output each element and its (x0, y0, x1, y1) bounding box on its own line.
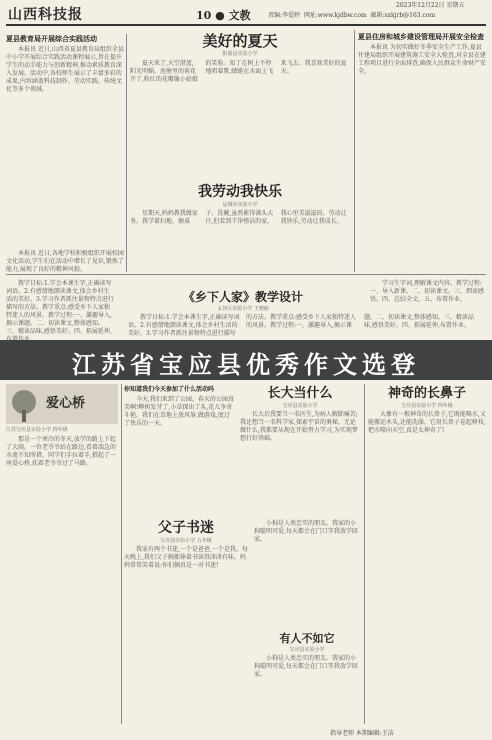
page-footer: 指导老师 本期编辑:王洁 (330, 730, 394, 737)
essay-title: 父子书迷 (158, 520, 214, 536)
article-right-top (358, 32, 486, 264)
article-byline: 太谷区实验小学 王晓丽 (217, 306, 269, 312)
essay-body: 长大后我要当一名医生,为病人解除痛苦;我还想当一名科学家,探索宇宙的奥秘。无论做什么,我都要从现在开始努力学习,为实现梦想打好基础。 (240, 411, 358, 442)
article-body: 本报讯 为切实做好冬季安全生产工作,夏县住建局组织开展建筑施工安全大检查,对全县在建工程项目进行全面排查,确保人民群众生命财产安全。 (358, 44, 486, 75)
essay-title: 你知道我们今天参加了什么活动吗 (124, 386, 215, 393)
section-banner (0, 340, 492, 380)
article-left-bottom (6, 250, 124, 273)
article-body: 教学目标:1.学会本课生字,正确读写词语。2.有感情地朗读课文,体会乡村生活的美好。3.学习作者抓住景物特点进行描写的方法。教学重点:感受乡下人家独特迷人的风景。教学过程:一、激趣导入,揭示课题。二、初读课文,整体感知。三、精读品味,感悟美好。四、拓展延伸,布置作业。 (128, 314, 474, 337)
essay-friend-title-block (254, 632, 360, 725)
contact-email: 邮箱:sxkjrb@163.com (370, 12, 436, 19)
page-header (6, 4, 486, 26)
article-title: 美好的夏天 (202, 32, 278, 50)
article-byline: 运城市实验小学 (222, 202, 258, 208)
essay-body: 那是一个寒冷的冬天,放学的路上下起了大雨。一位老爷爷站在路边,看着湍急的水流不知所措。同学们手拉着手,搭起了一座爱心桥,扶着老爷爷过了马路。 (6, 436, 116, 467)
essay-title: 有人不如它 (279, 632, 335, 645)
essay-body: 大象有一根神奇的长鼻子,它既能喝水,又能搬运木头,还能洗澡。它用长鼻子卷起树枝,把水喷向天空,真是太神奇了! (368, 411, 486, 434)
article-labor (130, 184, 350, 270)
essay-love-bridge (6, 384, 118, 726)
issue-date: 2023年12月22日 星期五 (396, 2, 465, 9)
essay-illustration (6, 384, 118, 424)
essay-title: 爱心桥 (46, 396, 86, 411)
article-summer (130, 32, 350, 178)
lesson-left-column (6, 280, 114, 336)
article-body: 夏天来了,天空湛蓝,阳光明媚。池塘里的荷花开了,粉红的花瓣像小姑娘的笑脸。知了在树上不停地唱着歌,蜻蜓在水面上飞来飞去。我喜欢美好的夏天。 (130, 60, 347, 83)
essay-byline: 宝应县实验小学 四年级 (401, 403, 453, 409)
essay-body: 我家有两个书迷,一个是爸爸,一个是我。每天晚上,我们父子俩都捧着书读得津津有味。妈妈常常笑着说:你们俩真是一对书迷! (124, 546, 248, 569)
essay-body: 小狗是人类忠实的朋友。我家的小狗聪明可爱,每天都会在门口等我放学回家。 (254, 520, 358, 543)
article-title: 我劳动我快乐 (198, 184, 282, 200)
website-url: 网址:www.kjdbw.com (303, 12, 367, 19)
essay-father (124, 520, 248, 716)
essay-grow-up (240, 386, 360, 531)
editor: 责编:李爱婷 (268, 12, 301, 19)
article-title: 夏县教育局开展综合实践活动 (6, 34, 97, 43)
essay-caption: 江苏宝应县实验小学 四年级 (6, 427, 68, 433)
essay-byline: 宝应县实验小学 (282, 403, 318, 409)
banner-title: 江苏省宝应县优秀作文选登 (72, 351, 420, 379)
article-body: 教学目标:1.学会本课生字,正确读写词语。2.有感情地朗读课文,体会乡村生活的美好。3.学习作者抓住景物特点进行描写的方法。教学重点:感受乡下人家独特迷人的风景。教学过程:一、激趣导入,揭示课题。二、初读课文,整体感知。三、精读品味,感悟美好。四、拓展延伸, (6, 280, 114, 335)
essay-title: 长大当什么 (267, 386, 333, 401)
article-body: 本报讯 近日,山西省夏县教育局组织全县中小学开展综合实践活动课程展示,旨在提升学生的动手能力与创新精神,推动素质教育深入发展。活动中,各校师生展示了丰富多彩的成果,内容涵盖科技制作、劳动实践、传统文化等多个领域。 (6, 46, 124, 93)
article-body: 本报讯 近日,各地学校积极组织开展校园文化活动,学生们在活动中增长了见识,锻炼了能力,展现了良好的精神风貌。 (6, 250, 124, 273)
essay-byline: 宝应县实验小学 (289, 647, 325, 653)
essay-spring (124, 386, 234, 516)
lesson-right-column (370, 280, 486, 336)
essay-nose (368, 386, 486, 701)
article-title: 夏县住房和城乡建设管理局开展安全检查 (358, 32, 484, 41)
essay-body: 今天,我们来到了公园。春天的公园真美啊!柳树发芽了,小草探出了头,花儿争奇斗艳。我们在草地上放风筝,做游戏,度过了快乐的一天。 (124, 396, 234, 427)
article-body: 星期天,妈妈教我做家务。我学着扫地、擦桌子、洗碗,虽然累得满头大汗,但看到干净整洁的家,我心里美滋滋的。劳动让我快乐,劳动让我成长。 (130, 210, 347, 225)
essay-byline: 宝应县实验小学 五年级 (160, 538, 212, 544)
article-body: 学习生字词,理解课文内容。教学过程:一、导入新课。二、初读课文。三、细读感悟。四、总结全文。五、布置作业。 (370, 280, 485, 303)
essay-friend (254, 520, 360, 620)
essay-title: 神奇的长鼻子 (387, 386, 466, 401)
header-meta (268, 10, 435, 19)
page-label: 10 ● 文教 (196, 9, 251, 22)
article-title: 《乡下人家》教学设计 (182, 290, 303, 304)
masthead: 山西科技报 (8, 7, 83, 23)
article-byline: 阳曲县实验小学 (222, 51, 258, 57)
article-left-top (6, 34, 124, 256)
essay-body: 小狗是人类忠实的朋友。我家的小狗聪明可爱,每天都会在门口等我放学回家。 (254, 655, 358, 678)
